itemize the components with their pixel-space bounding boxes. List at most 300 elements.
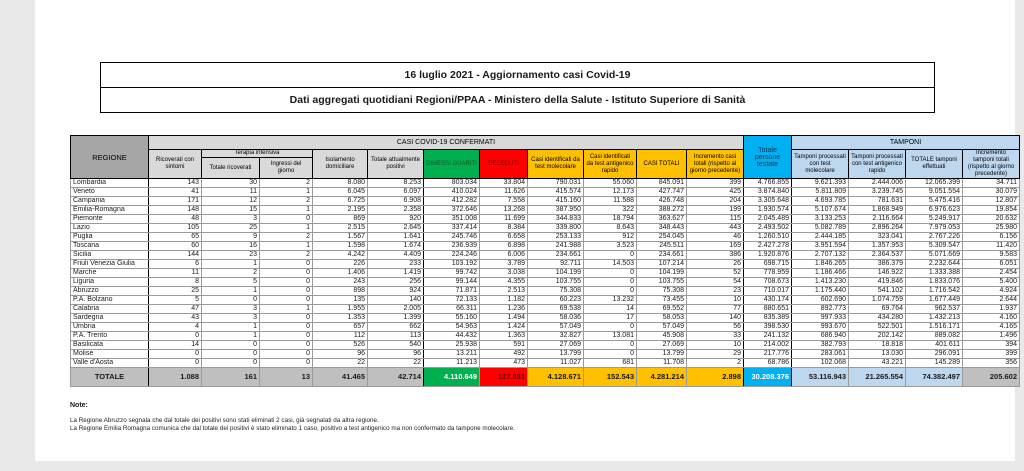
region-name: Liguria — [71, 278, 149, 287]
cell-ti_ingressi: 2 — [260, 251, 313, 260]
cell-ti_totale: 5 — [202, 278, 260, 287]
cell-deceduti: 6.006 — [480, 251, 528, 260]
cell-ricoverati: 6 — [149, 260, 202, 269]
total-casi_ant: 152.543 — [584, 368, 637, 387]
table-row — [71, 242, 1020, 251]
cell-positivi: 2.645 — [368, 224, 424, 233]
cell-incr_tamp: 5.400 — [963, 278, 1020, 287]
cell-deceduti: 3.038 — [480, 269, 528, 278]
cell-ti_ingressi: 2 — [260, 233, 313, 242]
cell-ricoverati: 4 — [149, 323, 202, 332]
cell-testate: 710.017 — [744, 287, 792, 296]
cell-casi_mol: 241.988 — [528, 242, 584, 251]
cell-casi_mol: 344.833 — [528, 215, 584, 224]
cell-incr_tamp: 9.583 — [963, 251, 1020, 260]
cell-positivi: 1.641 — [368, 233, 424, 242]
total-guariti: 4.110.649 — [424, 368, 480, 387]
cell-incr_casi: 46 — [687, 233, 744, 242]
cell-incr_casi: 56 — [687, 323, 744, 332]
cell-deceduti: 11.626 — [480, 188, 528, 197]
cell-guariti: 71.871 — [424, 287, 480, 296]
cell-positivi: 6.097 — [368, 188, 424, 197]
region-name: P.A. Trento — [71, 332, 149, 341]
cell-tamp_tot: 2.767.226 — [906, 233, 963, 242]
cell-tamp_ant: 146.922 — [849, 269, 906, 278]
cell-casi_tot: 348.443 — [637, 224, 687, 233]
cell-isolamento: 8.080 — [313, 179, 368, 188]
cell-tamp_mol: 5.811.809 — [792, 188, 849, 197]
cell-ricoverati: 43 — [149, 314, 202, 323]
cell-deceduti: 7.558 — [480, 197, 528, 206]
table-row — [71, 197, 1020, 206]
cell-testate: 3.305.648 — [744, 197, 792, 206]
table-row — [71, 296, 1020, 305]
region-name: Lombardia — [71, 179, 149, 188]
cell-casi_mol: 234.661 — [528, 251, 584, 260]
cell-tamp_tot: 5.249.917 — [906, 215, 963, 224]
cell-tamp_ant: 323.041 — [849, 233, 906, 242]
cell-incr_casi: 52 — [687, 269, 744, 278]
header-persone-testate: Totale persone testate — [744, 136, 792, 179]
cell-incr_casi: 204 — [687, 197, 744, 206]
cell-tamp_tot: 1.716.542 — [906, 287, 963, 296]
cell-ti_totale: 1 — [202, 287, 260, 296]
total-tamp_ant: 21.265.554 — [849, 368, 906, 387]
notes-label: Note: — [70, 402, 88, 409]
cell-casi_ant: 13.081 — [584, 332, 637, 341]
table-row — [71, 323, 1020, 332]
cell-isolamento: 243 — [313, 278, 368, 287]
cell-incr_casi: 23 — [687, 287, 744, 296]
cell-ti_totale: 0 — [202, 341, 260, 350]
cell-ti_ingressi: 1 — [260, 242, 313, 251]
cell-tamp_tot: 1.833.076 — [906, 278, 963, 287]
region-name: Toscana — [71, 242, 149, 251]
cell-incr_casi: 386 — [687, 251, 744, 260]
cell-incr_tamp: 11.420 — [963, 242, 1020, 251]
cell-positivi: 6.908 — [368, 197, 424, 206]
total-isolamento: 41.465 — [313, 368, 368, 387]
cell-testate: 835.389 — [744, 314, 792, 323]
cell-ti_totale: 23 — [202, 251, 260, 260]
header-casi-molecolare: Casi identificati da test molecolare — [528, 150, 584, 179]
cell-casi_tot: 45.908 — [637, 332, 687, 341]
cell-ti_ingressi: 0 — [260, 287, 313, 296]
cell-casi_mol: 92.711 — [528, 260, 584, 269]
cell-ti_ingressi: 0 — [260, 359, 313, 368]
cell-ricoverati: 171 — [149, 197, 202, 206]
cell-ricoverati: 0 — [149, 332, 202, 341]
cell-guariti: 54.963 — [424, 323, 480, 332]
cell-isolamento: 1.598 — [313, 242, 368, 251]
total-casi_tot: 4.281.214 — [637, 368, 687, 387]
region-name: Marche — [71, 269, 149, 278]
cell-guariti: 99.742 — [424, 269, 480, 278]
cell-deceduti: 1.424 — [480, 323, 528, 332]
cell-ti_totale: 30 — [202, 179, 260, 188]
total-casi_mol: 4.128.671 — [528, 368, 584, 387]
cell-isolamento: 6.045 — [313, 188, 368, 197]
header-terapia-intensiva: Terapia intensiva — [202, 150, 313, 158]
cell-testate: 2.427.278 — [744, 242, 792, 251]
cell-ti_totale: 12 — [202, 197, 260, 206]
cell-casi_tot: 254.045 — [637, 233, 687, 242]
cell-ti_ingressi: 0 — [260, 350, 313, 359]
cell-incr_casi: 26 — [687, 260, 744, 269]
cell-ti_totale: 25 — [202, 224, 260, 233]
cell-casi_ant: 0 — [584, 350, 637, 359]
note-line: La Regione Abruzzo segnala che dal totale dei positivi sono stati eliminati 2 casi, già segnalati da altra regione. — [70, 417, 379, 424]
cell-guariti: 103.192 — [424, 260, 480, 269]
region-name: Molise — [71, 350, 149, 359]
cell-casi_mol: 27.069 — [528, 341, 584, 350]
cell-casi_ant: 0 — [584, 251, 637, 260]
cell-casi_tot: 57.049 — [637, 323, 687, 332]
cell-isolamento: 898 — [313, 287, 368, 296]
cell-incr_casi: 140 — [687, 314, 744, 323]
cell-isolamento: 2.515 — [313, 224, 368, 233]
cell-casi_ant: 8.643 — [584, 224, 637, 233]
cell-guariti: 351.008 — [424, 215, 480, 224]
cell-tamp_mol: 3.951.594 — [792, 242, 849, 251]
cell-tamp_mol: 2.707.132 — [792, 251, 849, 260]
cell-tamp_mol: 5.107.674 — [792, 206, 849, 215]
cell-testate: 241.132 — [744, 332, 792, 341]
cell-guariti: 72.133 — [424, 296, 480, 305]
cell-positivi: 140 — [368, 296, 424, 305]
cell-casi_ant: 681 — [584, 359, 637, 368]
cell-ti_totale: 11 — [202, 188, 260, 197]
cell-ti_totale: 0 — [202, 359, 260, 368]
cell-tamp_ant: 419.846 — [849, 278, 906, 287]
cell-testate: 214.002 — [744, 341, 792, 350]
header-casi-totali: CASI TOTALI — [637, 150, 687, 179]
cell-tamp_mol: 1.846.265 — [792, 260, 849, 269]
region-name: Sicilia — [71, 251, 149, 260]
cell-isolamento: 1.406 — [313, 269, 368, 278]
total-testate: 30.208.376 — [744, 368, 792, 387]
cell-incr_casi: 2 — [687, 359, 744, 368]
cell-casi_mol: 790.031 — [528, 179, 584, 188]
cell-tamp_ant: 386.379 — [849, 260, 906, 269]
cell-deceduti: 473 — [480, 359, 528, 368]
total-tamp_mol: 53.116.943 — [792, 368, 849, 387]
cell-casi_tot: 845.091 — [637, 179, 687, 188]
cell-testate: 1.260.510 — [744, 233, 792, 242]
cell-ti_totale: 1 — [202, 332, 260, 341]
cell-guariti: 412.282 — [424, 197, 480, 206]
table-row — [71, 287, 1020, 296]
cell-ricoverati: 65 — [149, 233, 202, 242]
cell-casi_ant: 0 — [584, 278, 637, 287]
cell-positivi: 113 — [368, 332, 424, 341]
cell-casi_ant: 3.523 — [584, 242, 637, 251]
cell-casi_ant: 12.173 — [584, 188, 637, 197]
cell-tamp_tot: 296.091 — [906, 350, 963, 359]
cell-tamp_mol: 382.793 — [792, 341, 849, 350]
cell-tamp_ant: 43.221 — [849, 359, 906, 368]
cell-ricoverati: 25 — [149, 287, 202, 296]
cell-casi_mol: 11.027 — [528, 359, 584, 368]
cell-incr_tamp: 12.807 — [963, 197, 1020, 206]
cell-incr_casi: 169 — [687, 242, 744, 251]
cell-guariti: 99.144 — [424, 278, 480, 287]
cell-tamp_tot: 12.065.399 — [906, 179, 963, 188]
cell-tamp_tot: 5.071.669 — [906, 251, 963, 260]
cell-casi_ant: 0 — [584, 287, 637, 296]
cell-casi_ant: 0 — [584, 323, 637, 332]
cell-casi_tot: 58.053 — [637, 314, 687, 323]
total-label: TOTALE — [71, 368, 149, 387]
cell-casi_mol: 415.574 — [528, 188, 584, 197]
cell-ricoverati: 0 — [149, 359, 202, 368]
page-title: 16 luglio 2021 - Aggiornamento casi Covid-19 — [101, 63, 934, 88]
cell-ti_totale: 1 — [202, 323, 260, 332]
table-row — [71, 251, 1020, 260]
cell-casi_tot: 69.552 — [637, 305, 687, 314]
cell-testate: 698.715 — [744, 260, 792, 269]
table-row — [71, 188, 1020, 197]
cell-testate: 778.959 — [744, 269, 792, 278]
cell-incr_casi: 443 — [687, 224, 744, 233]
cell-positivi: 1.674 — [368, 242, 424, 251]
cell-ti_totale: 0 — [202, 350, 260, 359]
cell-casi_ant: 14 — [584, 305, 637, 314]
header-attualmente-positivi: Totale attualmente positivi — [368, 150, 424, 179]
cell-tamp_tot: 401.611 — [906, 341, 963, 350]
cell-tamp_ant: 1.868.949 — [849, 206, 906, 215]
cell-ti_totale: 2 — [202, 269, 260, 278]
cell-tamp_tot: 1.333.388 — [906, 269, 963, 278]
cell-ricoverati: 8 — [149, 278, 202, 287]
cell-deceduti: 13.268 — [480, 206, 528, 215]
region-name: Emilia-Romagna — [71, 206, 149, 215]
cell-tamp_mol: 993.670 — [792, 323, 849, 332]
cell-isolamento: 6.725 — [313, 197, 368, 206]
cell-guariti: 372.646 — [424, 206, 480, 215]
cell-positivi: 924 — [368, 287, 424, 296]
cell-ti_ingressi: 1 — [260, 305, 313, 314]
cell-guariti: 44.432 — [424, 332, 480, 341]
cell-tamp_mol: 1.186.466 — [792, 269, 849, 278]
cell-ti_ingressi: 0 — [260, 269, 313, 278]
cell-incr_casi: 10 — [687, 296, 744, 305]
cell-positivi: 256 — [368, 278, 424, 287]
cell-ti_ingressi: 2 — [260, 179, 313, 188]
cell-tamp_mol: 4.693.785 — [792, 197, 849, 206]
cell-casi_mol: 339.800 — [528, 224, 584, 233]
cell-guariti: 410.024 — [424, 188, 480, 197]
total-deceduti: 127.851 — [480, 368, 528, 387]
cell-tamp_mol: 5.082.789 — [792, 224, 849, 233]
cell-casi_tot: 104.199 — [637, 269, 687, 278]
cell-tamp_tot: 6.976.623 — [906, 206, 963, 215]
cell-tamp_mol: 9.621.393 — [792, 179, 849, 188]
cell-guariti: 245.746 — [424, 233, 480, 242]
page-subtitle: Dati aggregati quotidiani Regioni/PPAA - Ministero della Salute - Istituto Superiore di Sanità — [289, 94, 746, 106]
cell-positivi: 662 — [368, 323, 424, 332]
cell-tamp_ant: 1.357.953 — [849, 242, 906, 251]
cell-ti_ingressi: 0 — [260, 323, 313, 332]
region-name: Calabria — [71, 305, 149, 314]
cell-testate: 3.874.840 — [744, 188, 792, 197]
cell-ti_ingressi: 0 — [260, 296, 313, 305]
cell-tamp_mol: 602.690 — [792, 296, 849, 305]
tamponi-banner: TAMPONI — [792, 136, 1020, 150]
cell-casi_ant: 912 — [584, 233, 637, 242]
cell-tamp_mol: 2.444.185 — [792, 233, 849, 242]
cell-tamp_mol: 892.773 — [792, 305, 849, 314]
cell-tamp_ant: 2.364.537 — [849, 251, 906, 260]
total-incr_casi: 2.898 — [687, 368, 744, 387]
cell-casi_mol: 103.755 — [528, 278, 584, 287]
cell-casi_mol: 75.308 — [528, 287, 584, 296]
cell-tamp_ant: 541.102 — [849, 287, 906, 296]
cell-deceduti: 2.513 — [480, 287, 528, 296]
cell-incr_casi: 33 — [687, 332, 744, 341]
region-name: Puglia — [71, 233, 149, 242]
cell-guariti: 11.213 — [424, 359, 480, 368]
region-name: P.A. Bolzano — [71, 296, 149, 305]
cell-casi_tot: 234.661 — [637, 251, 687, 260]
table-row — [71, 278, 1020, 287]
cell-incr_tamp: 34.711 — [963, 179, 1020, 188]
cell-incr_tamp: 356 — [963, 359, 1020, 368]
cell-guariti: 55.160 — [424, 314, 480, 323]
cell-casi_tot: 103.755 — [637, 278, 687, 287]
cell-tamp_ant: 13.030 — [849, 350, 906, 359]
cell-tamp_ant: 3.239.745 — [849, 188, 906, 197]
cell-ti_totale: 3 — [202, 215, 260, 224]
header-ti-ingressi-giorno: Ingressi del giorno — [260, 158, 313, 179]
cell-positivi: 2.358 — [368, 206, 424, 215]
total-tamp_tot: 74.382.497 — [906, 368, 963, 387]
cell-deceduti: 591 — [480, 341, 528, 350]
cell-tamp_tot: 5.475.416 — [906, 197, 963, 206]
cell-ti_totale: 15 — [202, 206, 260, 215]
cell-testate: 708.673 — [744, 278, 792, 287]
cell-tamp_mol: 1.175.440 — [792, 287, 849, 296]
cell-testate: 398.530 — [744, 323, 792, 332]
total-ricoverati: 1.088 — [149, 368, 202, 387]
cell-deceduti: 1.363 — [480, 332, 528, 341]
cell-casi_ant: 11.588 — [584, 197, 637, 206]
cell-ricoverati: 148 — [149, 206, 202, 215]
cell-tamp_mol: 1.413.230 — [792, 278, 849, 287]
cell-guariti: 13.211 — [424, 350, 480, 359]
total-ti_ingressi: 13 — [260, 368, 313, 387]
cell-deceduti: 6.658 — [480, 233, 528, 242]
cell-ricoverati: 144 — [149, 251, 202, 260]
cell-casi_ant: 18.794 — [584, 215, 637, 224]
cell-deceduti: 492 — [480, 350, 528, 359]
cell-tamp_ant: 781.631 — [849, 197, 906, 206]
cell-tamp_ant: 202.142 — [849, 332, 906, 341]
header-incremento-casi: Incremento casi totali (rispetto al giorno precedente) — [687, 150, 744, 179]
cell-testate: 2.045.489 — [744, 215, 792, 224]
cell-positivi: 22 — [368, 359, 424, 368]
cell-ti_ingressi: 0 — [260, 314, 313, 323]
cell-ti_ingressi: 0 — [260, 215, 313, 224]
cell-ti_totale: 3 — [202, 314, 260, 323]
cell-incr_tamp: 30.079 — [963, 188, 1020, 197]
table-row — [71, 305, 1020, 314]
table-row — [71, 224, 1020, 233]
cell-ricoverati: 47 — [149, 305, 202, 314]
header-dimessi-guariti: DIMESSI GUARITI — [424, 150, 480, 179]
cell-casi_ant: 322 — [584, 206, 637, 215]
cell-tamp_ant: 2.896.264 — [849, 224, 906, 233]
cell-ricoverati: 143 — [149, 179, 202, 188]
cell-ricoverati: 105 — [149, 224, 202, 233]
cell-tamp_tot: 9.051.554 — [906, 188, 963, 197]
cell-ti_ingressi: 0 — [260, 260, 313, 269]
cell-incr_tamp: 2.454 — [963, 269, 1020, 278]
cell-tamp_mol: 283.061 — [792, 350, 849, 359]
header-isolamento: Isolamento domiciliare — [313, 150, 368, 179]
cell-isolamento: 1.353 — [313, 314, 368, 323]
table-row — [71, 179, 1020, 188]
cell-testate: 4.766.855 — [744, 179, 792, 188]
cell-guariti: 236.939 — [424, 242, 480, 251]
cell-incr_tamp: 1.937 — [963, 305, 1020, 314]
region-name: Piemonte — [71, 215, 149, 224]
cell-incr_tamp: 20.632 — [963, 215, 1020, 224]
cell-ti_ingressi: 0 — [260, 341, 313, 350]
cell-tamp_mol: 686.940 — [792, 332, 849, 341]
title-box — [100, 62, 935, 113]
cell-ti_totale: 1 — [202, 260, 260, 269]
cell-incr_casi: 115 — [687, 215, 744, 224]
cell-ricoverati: 5 — [149, 296, 202, 305]
cell-ti_ingressi: 0 — [260, 332, 313, 341]
cell-tamp_ant: 1.074.759 — [849, 296, 906, 305]
cell-tamp_mol: 102.068 — [792, 359, 849, 368]
cell-ti_totale: 16 — [202, 242, 260, 251]
cell-incr_casi: 77 — [687, 305, 744, 314]
region-column-header: REGIONE — [71, 136, 149, 179]
cell-ti_ingressi: 0 — [260, 278, 313, 287]
cell-casi_tot: 75.308 — [637, 287, 687, 296]
header-tamponi-antigenico: Tamponi processati con test antigenico rapido — [849, 150, 906, 179]
total-positivi: 42.714 — [368, 368, 424, 387]
cell-positivi: 920 — [368, 215, 424, 224]
cell-casi_ant: 13.232 — [584, 296, 637, 305]
table-row — [71, 260, 1020, 269]
cell-positivi: 2.005 — [368, 305, 424, 314]
cell-ti_ingressi: 1 — [260, 188, 313, 197]
cell-positivi: 1.419 — [368, 269, 424, 278]
covid-data-table — [70, 135, 1020, 387]
cell-ricoverati: 41 — [149, 188, 202, 197]
cell-ricoverati: 14 — [149, 341, 202, 350]
cell-incr_tamp: 2.644 — [963, 296, 1020, 305]
cell-isolamento: 526 — [313, 341, 368, 350]
cell-incr_casi: 199 — [687, 206, 744, 215]
cell-tamp_tot: 7.979.053 — [906, 224, 963, 233]
region-name: Sardegna — [71, 314, 149, 323]
cell-deceduti: 1.236 — [480, 305, 528, 314]
cell-deceduti: 4.355 — [480, 278, 528, 287]
cell-guariti: 224.246 — [424, 251, 480, 260]
table-row — [71, 206, 1020, 215]
table-row — [71, 332, 1020, 341]
cell-incr_casi: 10 — [687, 341, 744, 350]
cell-positivi: 4.409 — [368, 251, 424, 260]
cell-incr_tamp: 6.156 — [963, 233, 1020, 242]
cell-positivi: 8.253 — [368, 179, 424, 188]
cell-tamp_mol: 997.933 — [792, 314, 849, 323]
